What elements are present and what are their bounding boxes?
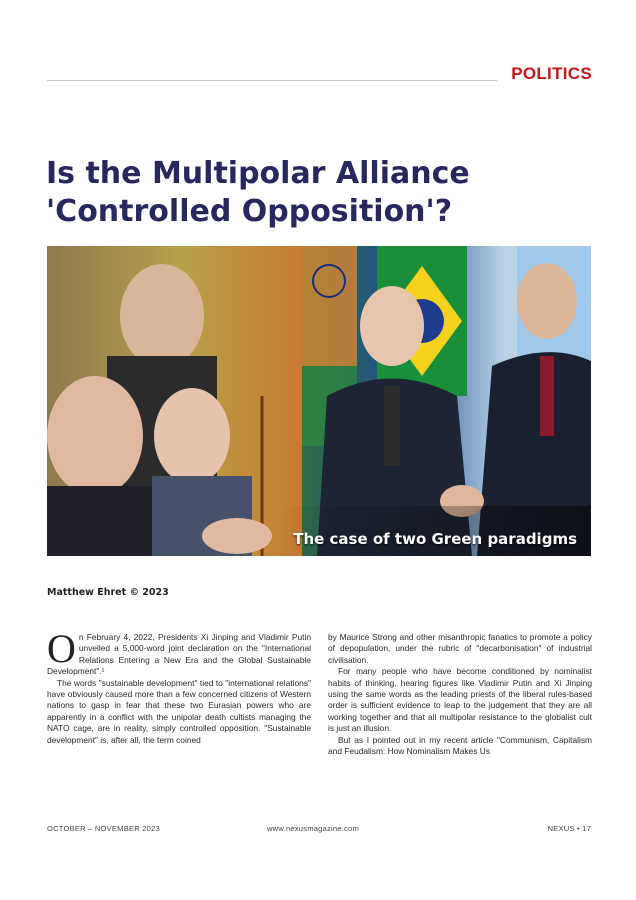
footer-issue-date: OCTOBER – NOVEMBER 2023 (47, 824, 160, 833)
figure-head-2 (47, 376, 143, 496)
drop-cap: O (47, 626, 76, 671)
hero-image (47, 246, 591, 556)
article-paragraph: On February 4, 2022, Presidents Xi Jinping and Vladimir Putin unveiled a 5,000-word joint declaration on the "International Relations Entering a New Era and the Global Sustainable Development".¹ (47, 626, 311, 677)
hero-caption: The case of two Green paradigms (293, 530, 577, 548)
article-paragraph: The words "sustainable development" tied to "international relations" have obviously caused more than a few concerned citizens of Western nations to gasp in fear that these two Eurasian powers who are apparently in a conflict with the unipolar death cultists managing the NATO cage, are in reality, simply controlled opposition. "Sustainable development" is, after all, the term coined (47, 677, 311, 745)
article-paragraph: But as I pointed out in my recent article "Communism, Capitalism and Feudalism: How Nominalism Makes Us (328, 734, 592, 757)
article-headline (46, 155, 606, 231)
footer-website[interactable]: www.nexusmagazine.com (267, 824, 359, 833)
headline-line-2: 'Controlled Opposition'? (46, 194, 453, 229)
figure-head-4 (360, 286, 424, 366)
article-paragraph: For many people who have become conditioned by nominalist habits of thinking, hearing figures like Vladimir Putin and Xi Jinping using the same words as the leading priests of the liberal rules-based order is sufficient evidence to leap to the judgement that they are all working together and that all multipolar resistance to the globalist cult is just an illusion. (328, 666, 592, 734)
byline: Matthew Ehret © 2023 (47, 587, 169, 598)
section-divider (47, 80, 497, 81)
figure-head-3 (154, 388, 230, 484)
hero-photo-collage (47, 246, 591, 556)
section-label: POLITICS (511, 64, 592, 83)
figure-head-5 (517, 263, 577, 339)
footer-page-number: NEXUS • 17 (547, 824, 591, 833)
article-column-left (47, 626, 311, 746)
article-paragraph: by Maurice Strong and other misanthropic fanatics to promote a policy of depopulation, under the rubric of "decarbonisation" of industrial civilisation. (328, 632, 592, 665)
headline-line-1: Is the Multipolar Alliance (46, 156, 470, 191)
figure-head-1 (120, 264, 204, 368)
article-column-right (328, 632, 592, 757)
page-footer (47, 824, 591, 836)
